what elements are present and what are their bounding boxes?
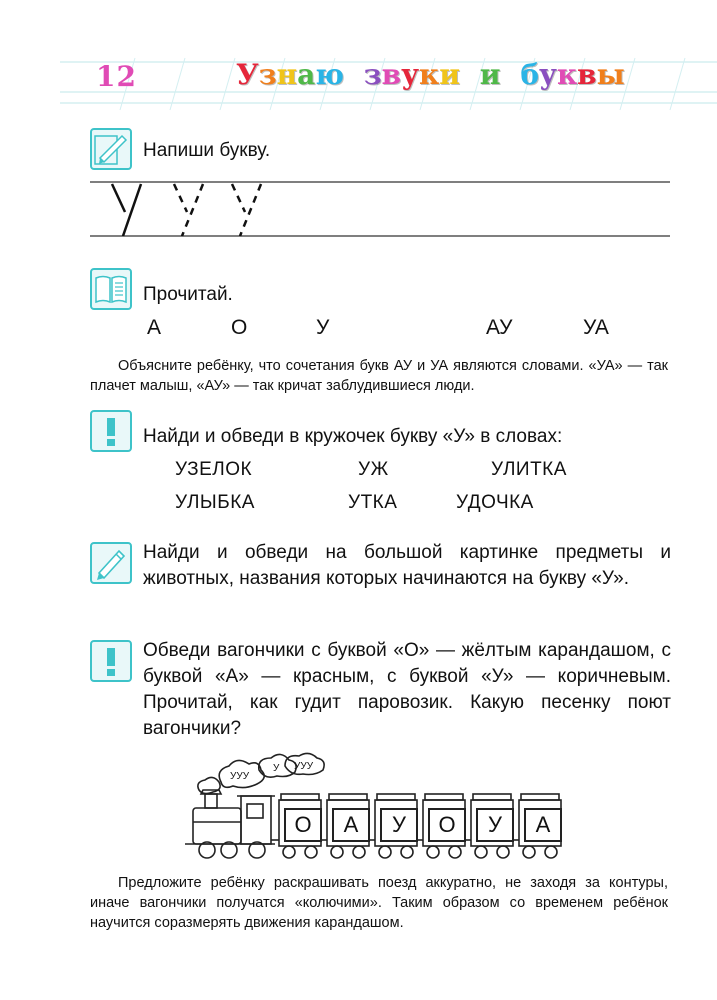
find-word: УЖ xyxy=(358,459,389,480)
find-word: УДОЧКА xyxy=(456,492,534,513)
read-parent-note: Объясните ребёнку, что сочетания букв АУ и УА являются словами. «УА» — так плачет малыш, «АУ» — так кричат заблудившиеся люди. xyxy=(90,358,668,394)
find-instruction: Найди и обведи в кружочек букву «У» в словах: xyxy=(143,426,563,447)
title-word: буквы xyxy=(520,58,625,91)
letter-tracing-sample xyxy=(108,176,278,242)
find-word: УТКА xyxy=(348,492,398,513)
find-word: УЛИТКА xyxy=(491,459,567,480)
smoke-text: УУУ xyxy=(294,761,314,772)
title-word: звуки xyxy=(363,58,461,91)
read-item: УА xyxy=(583,316,609,339)
pencil-write-icon xyxy=(90,128,132,170)
title-word: Узнаю xyxy=(236,58,344,91)
pencil-icon xyxy=(90,542,132,584)
exclamation-icon xyxy=(90,410,132,452)
book-icon xyxy=(90,268,132,310)
read-item: О xyxy=(231,316,248,339)
exclamation-icon xyxy=(90,640,132,682)
train-car-letter: А xyxy=(524,808,562,842)
train-car-letter: О xyxy=(428,808,466,842)
title-word: и xyxy=(479,58,501,91)
find-word: УЗЕЛОК xyxy=(175,459,253,480)
read-item: А xyxy=(147,316,162,339)
train-car-letter: У xyxy=(476,808,514,842)
train-car-letter: О xyxy=(284,808,322,842)
picture-instruction: Найди и обведи на большой картинке предметы и животных, названия которых начинаются на букву «У». xyxy=(143,542,671,589)
train-instruction: Обведи вагончики с буквой «О» — жёлтым карандашом, с буквой «А» — красным, с буквой «У» — коричневым. Прочитай, как гудит паровозик. Какую песенку поют вагончики? xyxy=(143,640,671,739)
read-item: У xyxy=(316,316,330,339)
page-title xyxy=(236,58,625,91)
train-car-letter: А xyxy=(332,808,370,842)
write-instruction: Напиши букву. xyxy=(143,140,271,161)
smoke-text: УУУ xyxy=(230,771,250,782)
find-word: УЛЫБКА xyxy=(175,492,255,513)
read-item: АУ xyxy=(486,316,513,339)
read-instruction: Прочитай. xyxy=(143,284,233,305)
smoke-text: У xyxy=(273,763,280,774)
train-car-letter: У xyxy=(380,808,418,842)
page-number: 12 xyxy=(96,60,137,93)
train-parent-note: Предложите ребёнку раскрашивать поезд аккуратно, не заходя за контуры, иначе вагончики получатся «колючими». Таким образом со временем ребёнок научится соразмерять движения карандашом. xyxy=(90,875,668,931)
